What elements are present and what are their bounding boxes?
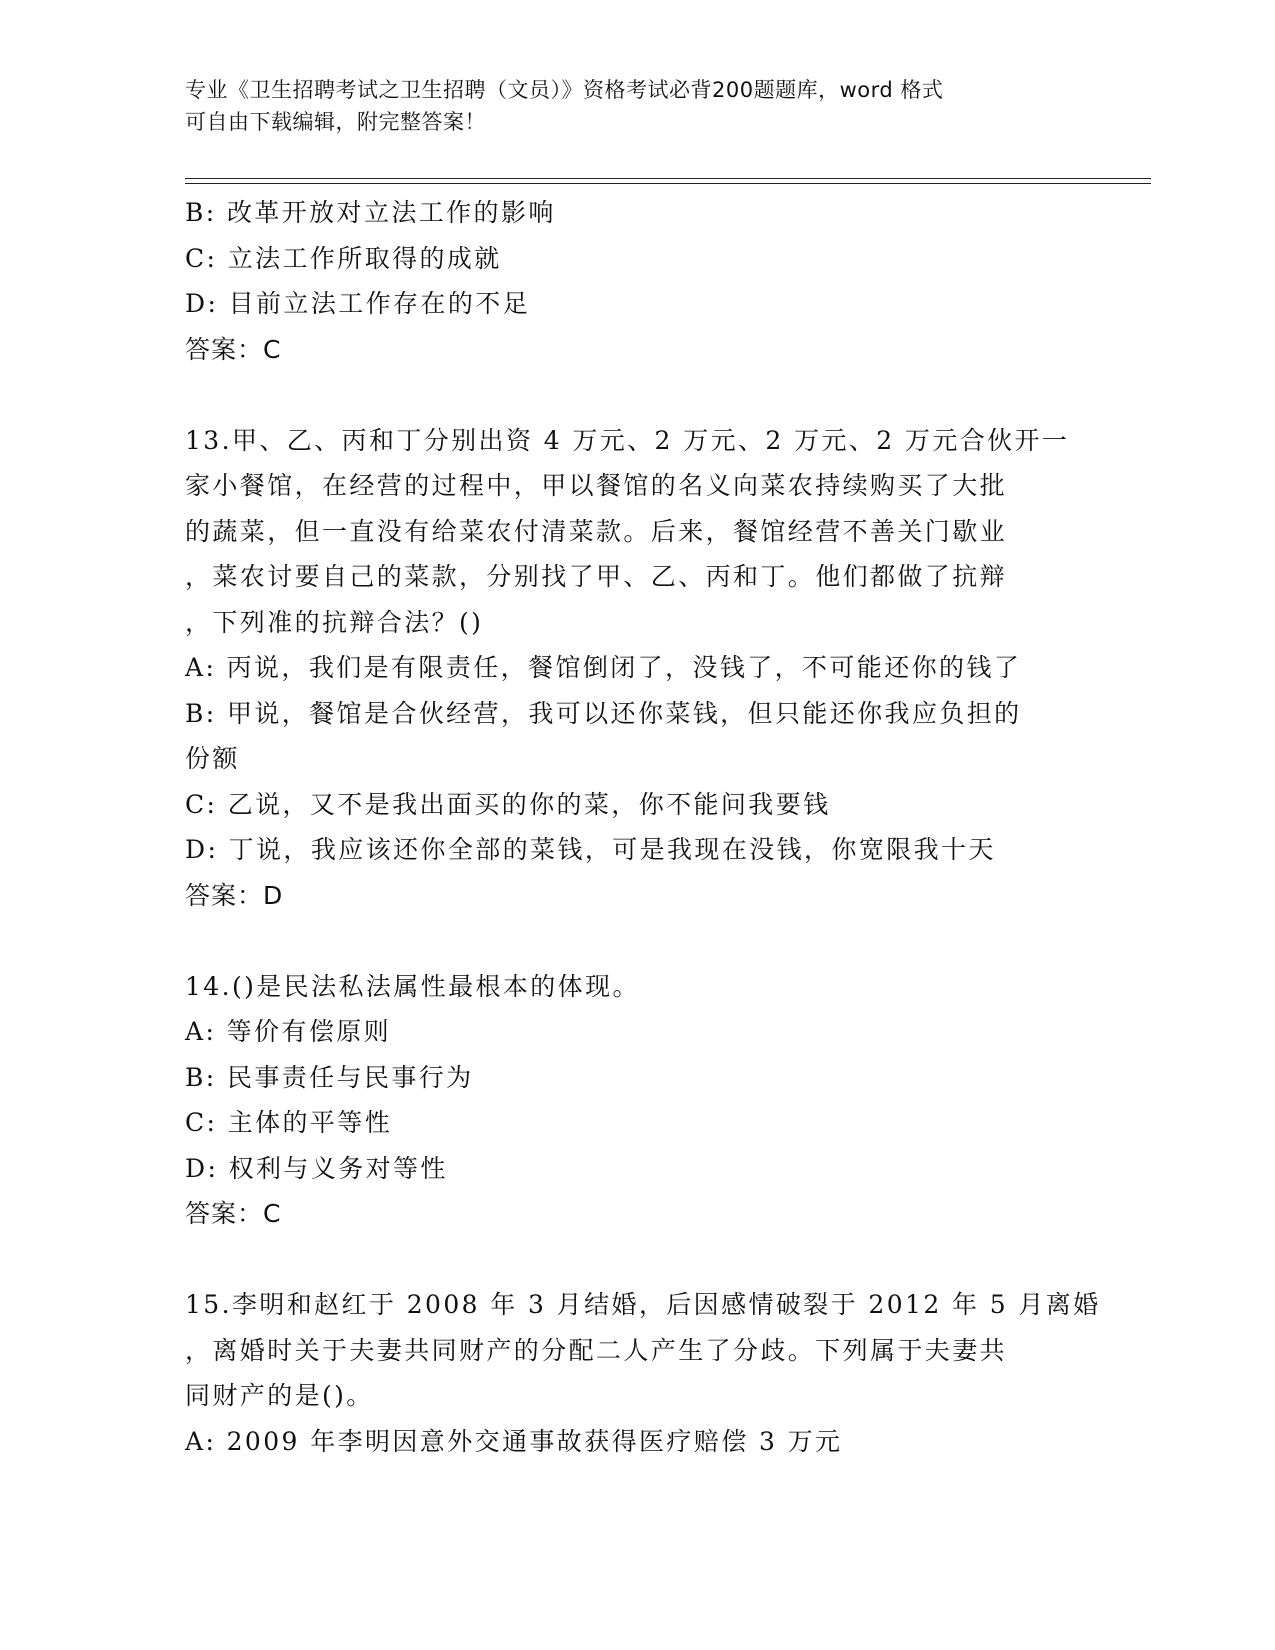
question-text-line: 13.甲、乙、丙和丁分别出资 4 万元、2 万元、2 万元、2 万元合伙开一 bbox=[185, 425, 1070, 455]
document-body bbox=[185, 190, 1101, 1464]
header-line: 专业《卫生招聘考试之卫生招聘（文员）》资格考试必背200题题库，word 格式 bbox=[185, 78, 944, 102]
question-block bbox=[185, 964, 1085, 1237]
document-header bbox=[185, 74, 1085, 138]
question-block bbox=[185, 1282, 1101, 1464]
question-text-line: 同财产的是()。 bbox=[185, 1381, 374, 1410]
answer-key: 答案：C bbox=[185, 1199, 282, 1228]
answer-option: 份额 bbox=[185, 744, 240, 773]
question-text-line: ，菜农讨要自己的菜款，分别找了甲、乙、丙和丁。他们都做了抗辩 bbox=[185, 562, 1008, 591]
answer-option: D: 权利与义务对等性 bbox=[185, 1153, 448, 1183]
answer-option: D: 丁说，我应该还你全部的菜钱，可是我现在没钱，你宽限我十天 bbox=[185, 835, 996, 864]
question-text-line: 15.李明和赵红于 2008 年 3 月结婚，后因感情破裂于 2012 年 5 月离婚 bbox=[185, 1290, 1101, 1319]
question-text-line: 14.()是民法私法属性最根本的体现。 bbox=[185, 971, 640, 1001]
answer-option: A: 2009 年李明因意外交通事故获得医疗赔偿 3 万元 bbox=[185, 1426, 843, 1456]
question-text-line: 的蔬菜，但一直没有给菜农付清菜款。后来，餐馆经营不善关门歇业 bbox=[185, 516, 1008, 546]
answer-option: D: 目前立法工作存在的不足 bbox=[185, 289, 531, 318]
question-text-line: ，离婚时关于夫妻共同财产的分配二人产生了分歧。下列属于夫妻共 bbox=[185, 1335, 1008, 1365]
header-divider bbox=[185, 183, 1151, 184]
answer-option: B: 甲说，餐馆是合伙经营，我可以还你菜钱，但只能还你我应负担的 bbox=[185, 698, 1022, 728]
block-spacer bbox=[185, 372, 1085, 418]
header-divider bbox=[185, 178, 1151, 179]
answer-option: C: 立法工作所取得的成就 bbox=[185, 243, 502, 273]
question-block bbox=[185, 190, 1085, 372]
answer-option: B: 民事责任与民事行为 bbox=[185, 1062, 474, 1092]
answer-option: C: 乙说，又不是我出面买的你的菜，你不能问我要钱 bbox=[185, 789, 831, 819]
answer-option: B: 改革开放对立法工作的影响 bbox=[185, 198, 556, 227]
answer-option: A: 等价有偿原则 bbox=[185, 1017, 392, 1046]
answer-option: C: 主体的平等性 bbox=[185, 1108, 393, 1137]
answer-key: 答案：D bbox=[185, 880, 284, 910]
block-spacer bbox=[185, 918, 1085, 964]
answer-key: 答案：C bbox=[185, 334, 282, 364]
answer-option: A: 丙说，我们是有限责任，餐馆倒闭了，没钱了，不可能还你的钱了 bbox=[185, 653, 1022, 682]
header-line: 可自由下载编辑，附完整答案！ bbox=[185, 110, 486, 134]
question-text-line: 家小餐馆，在经营的过程中，甲以餐馆的名义向菜农持续购买了大批 bbox=[185, 471, 1008, 500]
question-block bbox=[185, 418, 1085, 919]
block-spacer bbox=[185, 1237, 1085, 1283]
question-text-line: ，下列准的抗辩合法？() bbox=[185, 607, 484, 637]
